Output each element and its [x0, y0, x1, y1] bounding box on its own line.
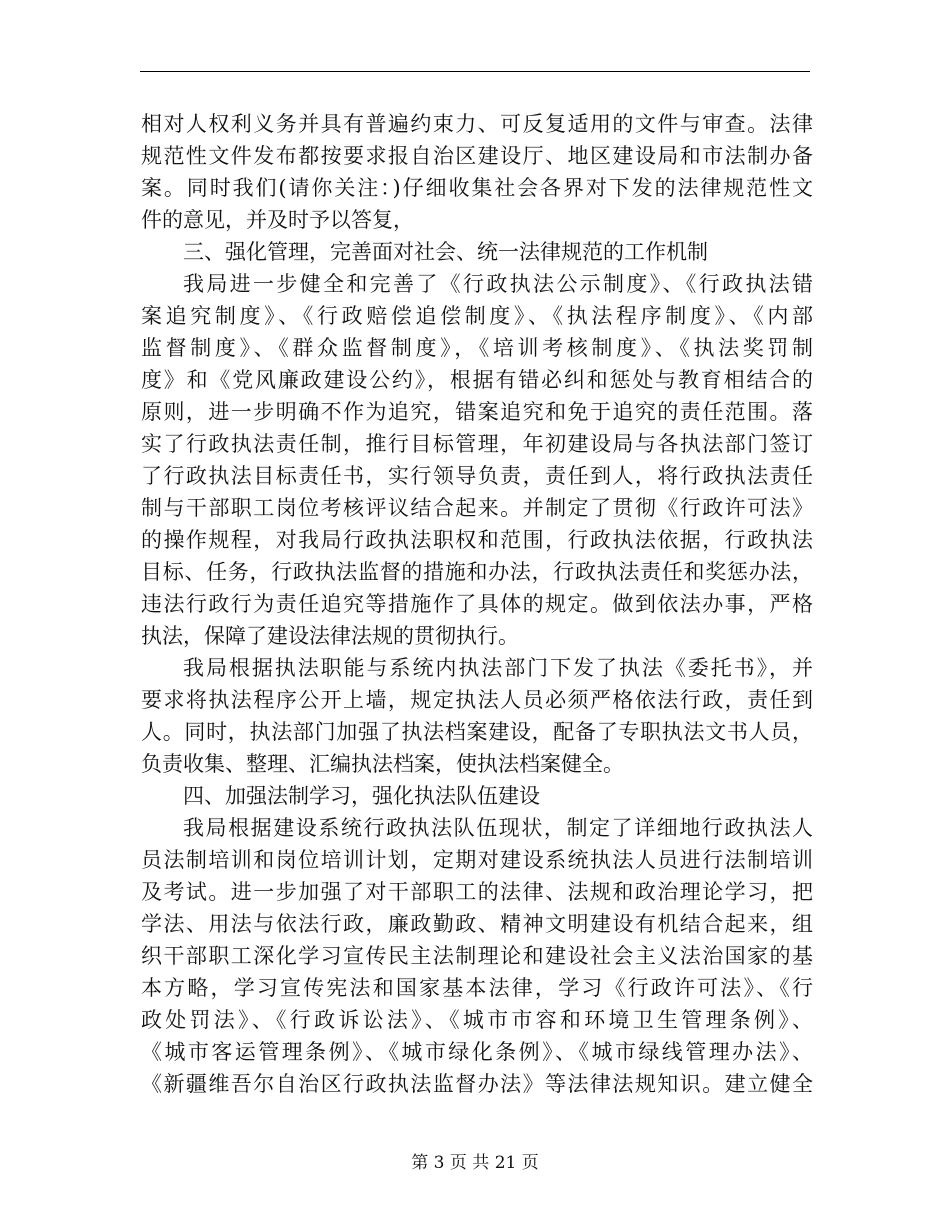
- text-line-25: 及考试。进一步加强了对干部职工的法律、法规和政治理论学习，把: [141, 880, 813, 904]
- text-line-15: 目标、任务，行政执法监督的措施和办法，行政执法责任和奖惩办法，: [141, 560, 813, 584]
- text-line-24: 员法制培训和岗位培训计划，定期对建设系统执法人员进行法制培训: [141, 848, 813, 872]
- text-line-9: 度》和《党风廉政建设公约》，根据有错必纠和惩处与教育相结合的: [141, 368, 813, 392]
- text-line-16: 违法行政行为责任追究等措施作了具体的规定。做到依法办事，严格: [141, 592, 813, 616]
- text-line-14: 的操作规程，对我局行政执法职权和范围，行政执法依据，行政执法: [141, 528, 813, 552]
- section-heading-4: 四、加强法制学习，强化执法队伍建设: [183, 784, 540, 808]
- text-line-30: 《城市客运管理条例》、《城市绿化条例》、《城市绿线管理办法》、: [141, 1040, 813, 1064]
- text-line-2: 规范性文件发布都按要求报自治区建设厅、地区建设局和市法制办备: [141, 144, 813, 168]
- page-number-footer: 第 3 页 共 21 页: [411, 1153, 539, 1173]
- text-line-26: 学法、用法与依法行政，廉政勤政、精神文明建设有机结合起来，组: [141, 912, 813, 936]
- text-line-17: 执法，保障了建设法律法规的贯彻执行。: [141, 624, 519, 648]
- text-line-20: 人。同时，执法部门加强了执法档案建设，配备了专职执法文书人员，: [141, 720, 813, 744]
- text-line-21: 负责收集、整理、汇编执法档案，使执法档案健全。: [141, 752, 624, 776]
- text-line-11: 实了行政执法责任制，推行目标管理，年初建设局与各执法部门签订: [141, 432, 813, 456]
- text-line-18: 我局根据执法职能与系统内执法部门下发了执法《委托书》，并: [183, 656, 813, 680]
- text-line-8: 监督制度》、《群众监督制度》，《培训考核制度》、《执法奖罚制: [141, 336, 813, 360]
- text-line-27: 织干部职工深化学习宣传民主法制理论和建设社会主义法治国家的基: [141, 944, 813, 968]
- text-line-19: 要求将执法程序公开上墙，规定执法人员必须严格依法行政，责任到: [141, 688, 813, 712]
- document-body: [141, 108, 813, 1100]
- text-line-3: 案。同时我们(请你关注：)仔细收集社会各界对下发的法律规范性文: [141, 176, 813, 200]
- text-line-7: 案追究制度》、《行政赔偿追偿制度》、《执法程序制度》、《内部: [141, 304, 813, 328]
- section-heading-3: 三、强化管理，完善面对社会、统一法律规范的工作机制: [183, 240, 708, 264]
- text-line-28: 本方略，学习宣传宪法和国家基本法律，学习《行政许可法》、《行: [141, 976, 813, 1000]
- text-line-29: 政处罚法》、《行政诉讼法》、《城市市容和环境卫生管理条例》、: [141, 1008, 813, 1032]
- text-line-10: 原则，进一步明确不作为追究，错案追究和免于追究的责任范围。落: [141, 400, 813, 424]
- text-line-1: 相对人权利义务并具有普遍约束力、可反复适用的文件与审查。法律: [141, 112, 813, 136]
- header-rule: [140, 71, 810, 72]
- text-line-31: 《新疆维吾尔自治区行政执法监督办法》等法律法规知识。建立健全: [141, 1072, 813, 1096]
- text-line-6: 我局进一步健全和完善了《行政执法公示制度》、《行政执法错: [183, 272, 813, 296]
- text-line-13: 制与干部职工岗位考核评议结合起来。并制定了贯彻《行政许可法》: [141, 496, 813, 520]
- text-line-4: 件的意见，并及时予以答复，: [141, 208, 414, 232]
- text-line-23: 我局根据建设系统行政执法队伍现状，制定了详细地行政执法人: [183, 816, 813, 840]
- text-line-12: 了行政执法目标责任书，实行领导负责，责任到人，将行政执法责任: [141, 464, 813, 488]
